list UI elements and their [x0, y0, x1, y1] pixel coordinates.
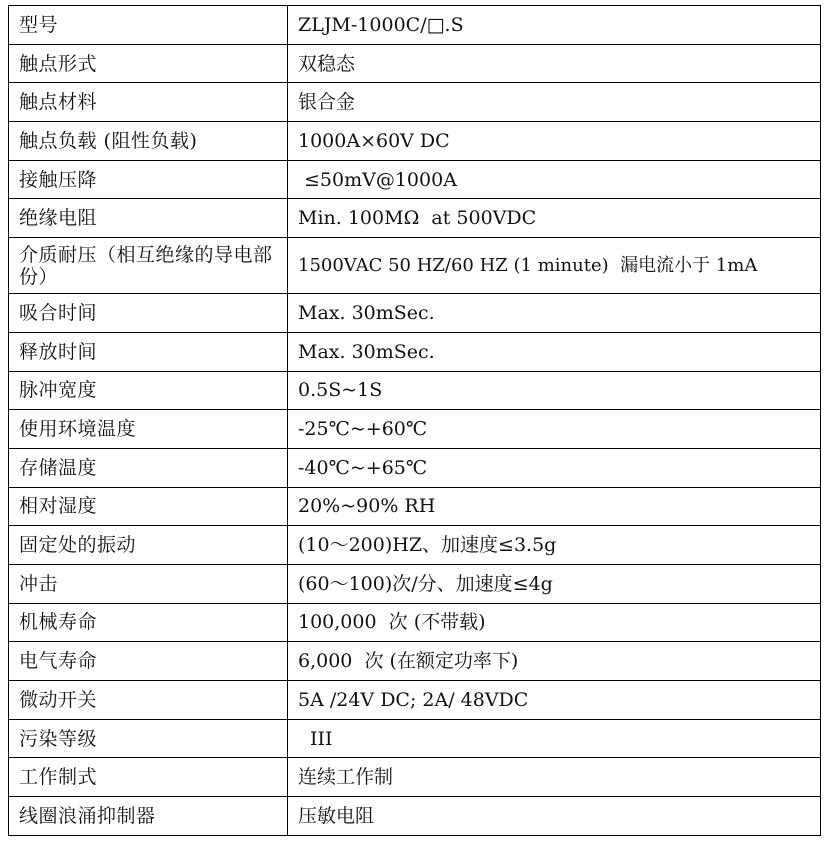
- table-row: [9, 797, 821, 836]
- spec-value-contact-load: 1000A×60V DC: [288, 122, 821, 161]
- spec-value-dielectric-strength: 1500VAC 50 HZ/60 HZ (1 minute) 漏电流小于 1mA: [288, 238, 821, 294]
- spec-value-ambient-temperature: -25℃~+60℃: [288, 410, 821, 449]
- spec-value-relative-humidity: 20%~90% RH: [288, 487, 821, 526]
- spec-table: [8, 5, 821, 836]
- spec-value-mechanical-life: 100,000 次 (不带载): [288, 603, 821, 642]
- spec-value-coil-surge-suppressor: 压敏电阻: [288, 797, 821, 836]
- table-row: [9, 758, 821, 797]
- table-row: [9, 160, 821, 199]
- table-row: [9, 681, 821, 720]
- spec-label-release-time: 释放时间: [9, 332, 288, 371]
- table-row: [9, 6, 821, 45]
- table-row: [9, 332, 821, 371]
- table-row: [9, 410, 821, 449]
- spec-label-electrical-life: 电气寿命: [9, 642, 288, 681]
- spec-value-contact-material: 银合金: [288, 83, 821, 122]
- table-row: [9, 642, 821, 681]
- spec-label-vibration: 固定处的振动: [9, 526, 288, 565]
- table-row: [9, 564, 821, 603]
- table-row: [9, 122, 821, 161]
- table-row: [9, 83, 821, 122]
- table-row: [9, 526, 821, 565]
- spec-value-storage-temperature: -40℃~+65℃: [288, 448, 821, 487]
- spec-value-contact-form: 双稳态: [288, 44, 821, 83]
- table-row: [9, 44, 821, 83]
- spec-value-pollution-degree: III: [288, 719, 821, 758]
- spec-label-dielectric-strength: 介质耐压（相互绝缘的导电部份）: [9, 238, 288, 294]
- table-row: [9, 371, 821, 410]
- spec-value-model: ZLJM-1000C/□.S: [288, 6, 821, 45]
- spec-value-vibration: (10～200)HZ、加速度≤3.5g: [288, 526, 821, 565]
- spec-label-contact-load: 触点负载 (阻性负载): [9, 122, 288, 161]
- spec-label-contact-form: 触点形式: [9, 44, 288, 83]
- spec-label-micro-switch: 微动开关: [9, 681, 288, 720]
- spec-label-pollution-degree: 污染等级: [9, 719, 288, 758]
- table-row: [9, 448, 821, 487]
- spec-label-storage-temperature: 存储温度: [9, 448, 288, 487]
- spec-label-pulse-width: 脉冲宽度: [9, 371, 288, 410]
- spec-value-insulation-resistance: Min. 100MΩ at 500VDC: [288, 199, 821, 238]
- table-row: [9, 719, 821, 758]
- spec-value-operate-time: Max. 30mSec.: [288, 294, 821, 333]
- spec-label-model: 型号: [9, 6, 288, 45]
- table-row: [9, 487, 821, 526]
- spec-label-contact-material: 触点材料: [9, 83, 288, 122]
- spec-value-contact-voltage-drop: ≤50mV@1000A: [288, 160, 821, 199]
- spec-value-pulse-width: 0.5S~1S: [288, 371, 821, 410]
- spec-label-shock: 冲击: [9, 564, 288, 603]
- spec-label-duty-type: 工作制式: [9, 758, 288, 797]
- table-row: [9, 238, 821, 294]
- spec-label-insulation-resistance: 绝缘电阻: [9, 199, 288, 238]
- spec-value-duty-type: 连续工作制: [288, 758, 821, 797]
- spec-label-contact-voltage-drop: 接触压降: [9, 160, 288, 199]
- table-row: [9, 603, 821, 642]
- spec-label-coil-surge-suppressor: 线圈浪涌抑制器: [9, 797, 288, 836]
- table-row: [9, 199, 821, 238]
- spec-value-electrical-life: 6,000 次 (在额定功率下): [288, 642, 821, 681]
- spec-value-micro-switch: 5A /24V DC; 2A/ 48VDC: [288, 681, 821, 720]
- spec-value-release-time: Max. 30mSec.: [288, 332, 821, 371]
- spec-label-mechanical-life: 机械寿命: [9, 603, 288, 642]
- spec-value-shock: (60～100)次/分、加速度≤4g: [288, 564, 821, 603]
- spec-label-operate-time: 吸合时间: [9, 294, 288, 333]
- spec-label-relative-humidity: 相对湿度: [9, 487, 288, 526]
- table-row: [9, 294, 821, 333]
- spec-label-ambient-temperature: 使用环境温度: [9, 410, 288, 449]
